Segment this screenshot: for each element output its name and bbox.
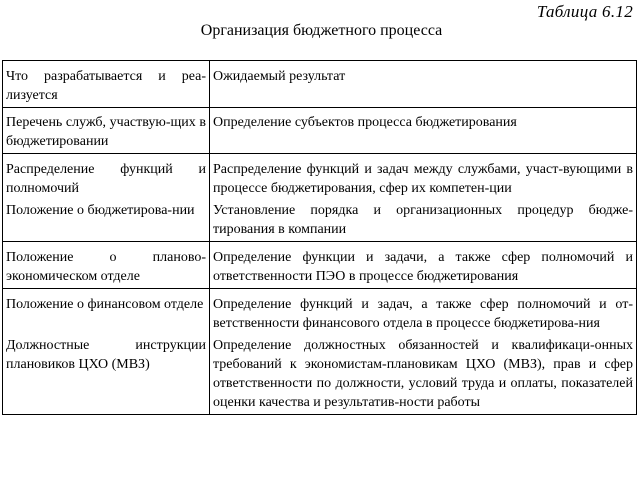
row-result-cell: [210, 154, 637, 201]
row-result-cell: [210, 200, 637, 242]
table-row: [3, 242, 637, 289]
row-result-text: Определение субъектов процесса бюджетирования: [213, 115, 517, 130]
header-what-text: Что разрабатывается и реа-лизуется: [6, 69, 206, 103]
table-row: [3, 289, 637, 336]
row-result-text: Определение должностных обязанностей и квалификаци-онных требований к экономистам-плановикам ЦХО (МВЗ), прав и сфер ответственности по должности, условий труда и оплаты, показателей оценки качества и результатив-ности работы: [213, 338, 633, 410]
row-what-text: Распределение функций и полномочий: [6, 162, 206, 196]
row-result-text: Распределение функций и задач между службами, участ-вующими в процессе бюджетирования, сфер их компетен-ции: [213, 162, 633, 196]
table-row: [3, 200, 637, 242]
row-result-cell: [210, 242, 637, 289]
row-what-cell: [3, 289, 210, 336]
row-what-cell: [3, 108, 210, 154]
table-header-row: [3, 61, 637, 108]
table-title: Организация бюджетного процесса: [200, 22, 443, 39]
table-row: [3, 108, 637, 154]
row-what-text: Должностные инструкции плановиков ЦХО (МВЗ): [6, 338, 206, 372]
row-what-text: Положение о финансовом отделе: [6, 297, 204, 312]
row-result-text: Определение функций и задач, а также сфер полномочий и от-ветственности финансового отдела в процессе бюджетирова-ния: [213, 297, 633, 331]
row-what-text: Положение о планово-экономическом отделе: [6, 250, 206, 284]
row-what-cell: [3, 242, 210, 289]
row-what-text: Положение о бюджетирова-нии: [6, 203, 195, 218]
table-row: [3, 335, 637, 415]
budget-process-table: [2, 60, 637, 415]
table-row: [3, 154, 637, 201]
row-what-text: Перечень служб, участвую-щих в бюджетировании: [6, 115, 206, 149]
header-cell-what: [3, 61, 210, 108]
row-result-cell: [210, 289, 637, 336]
table-caption: Таблица 6.12: [536, 2, 633, 21]
header-result-text: Ожидаемый результат: [213, 69, 346, 84]
header-cell-result: [210, 61, 637, 108]
row-result-cell: [210, 108, 637, 154]
row-what-cell: [3, 154, 210, 201]
row-what-cell: [3, 335, 210, 415]
row-result-text: Установление порядка и организационных процедур бюдже-тирования в компании: [213, 203, 633, 237]
row-result-cell: [210, 335, 637, 415]
row-result-text: Определение функции и задачи, а также сфер полномочий и ответственности ПЭО в процессе бюджетирования: [213, 250, 633, 284]
row-what-cell: [3, 200, 210, 242]
